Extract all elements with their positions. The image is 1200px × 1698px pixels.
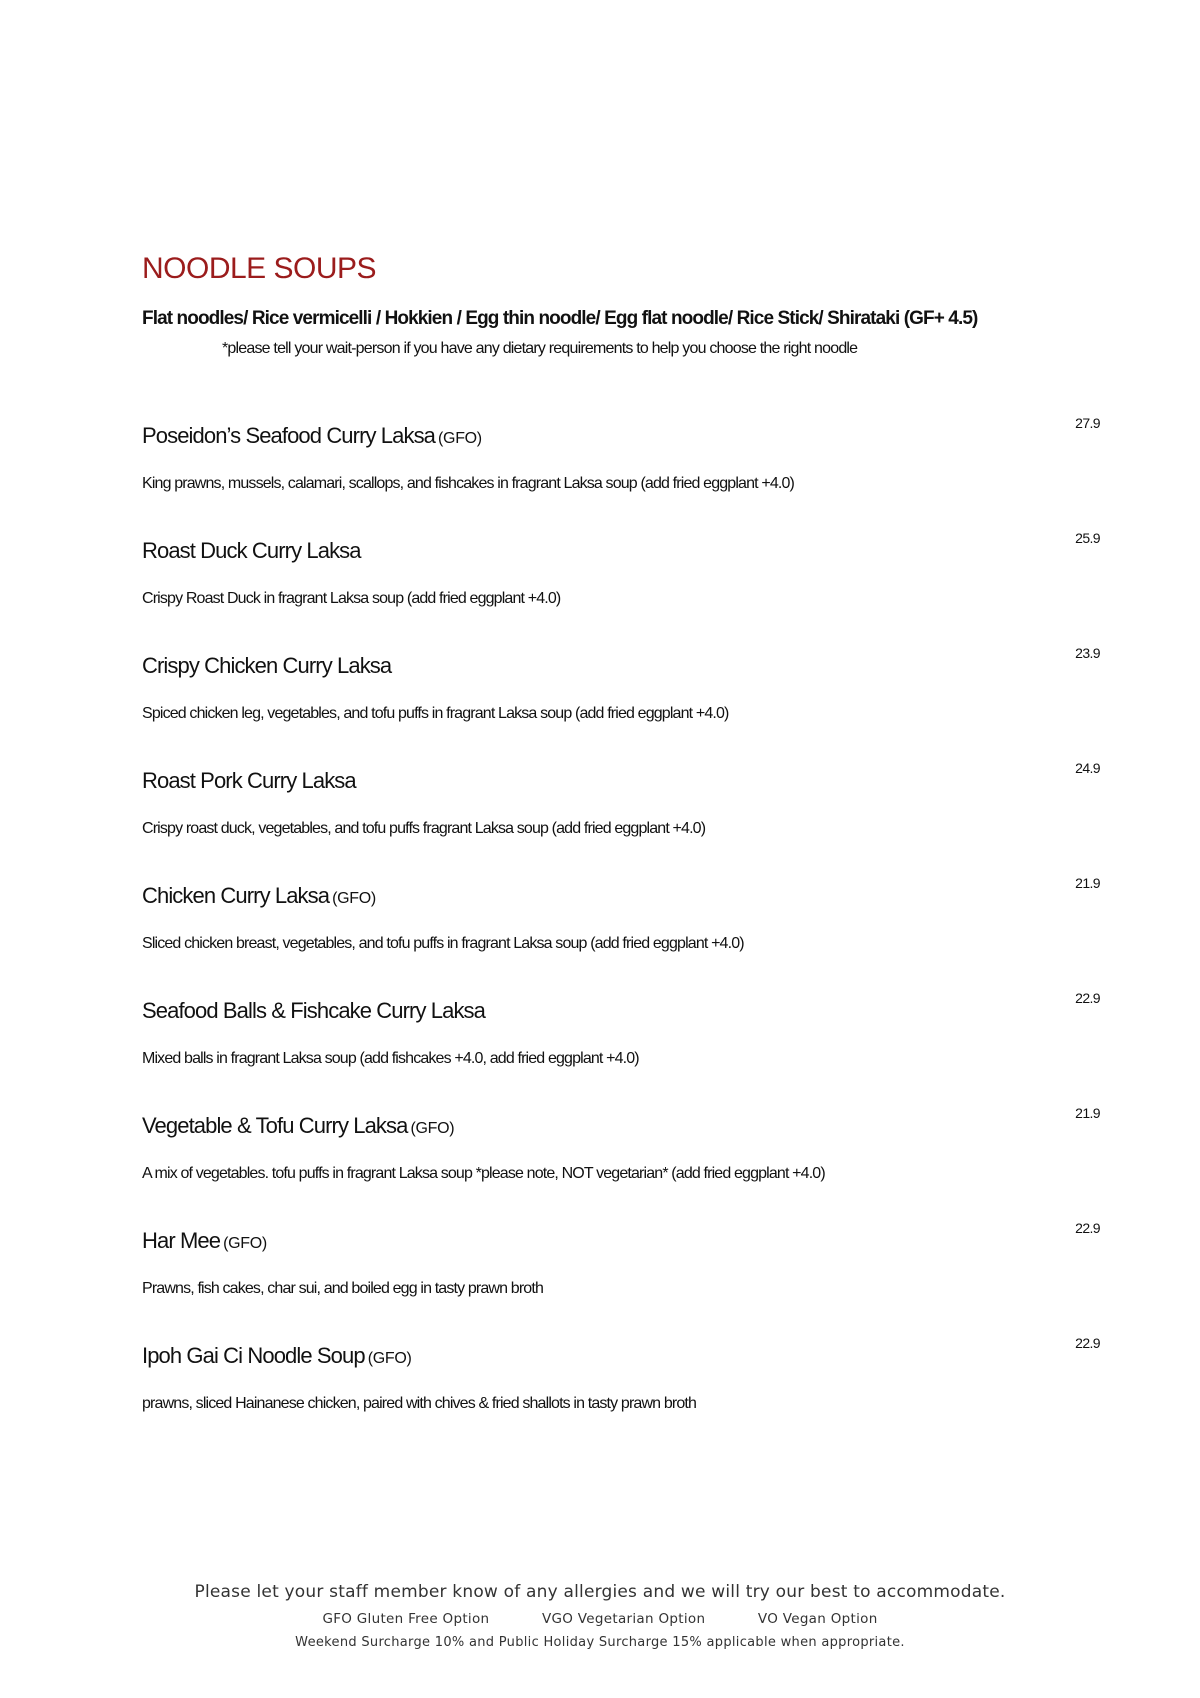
item-price: 22.9: [1075, 1335, 1100, 1351]
item-name: [142, 768, 359, 794]
item-name-text: Vegetable & Tofu Curry Laksa: [142, 1113, 408, 1138]
section-title: NOODLE SOUPS: [142, 252, 377, 285]
item-name: [142, 653, 394, 679]
item-name: [142, 538, 364, 564]
footer-legend: [0, 1611, 1200, 1627]
item-name-text: Ipoh Gai Ci Noodle Soup: [142, 1343, 365, 1368]
item-price: 25.9: [1075, 530, 1100, 546]
item-tag: (GFO): [223, 1235, 267, 1252]
legend-vo: VO Vegan Option: [757, 1611, 878, 1627]
item-description: Sliced chicken breast, vegetables, and tofu puffs in fragrant Laksa soup (add fried eggplant +4.0): [142, 935, 744, 952]
legend-vgo: VGO Vegetarian Option: [541, 1611, 706, 1627]
item-name-text: Chicken Curry Laksa: [142, 883, 330, 908]
item-price: 21.9: [1075, 875, 1100, 891]
menu-item: [142, 645, 1100, 753]
legend-gfo: GFO Gluten Free Option: [322, 1611, 490, 1627]
item-price: 27.9: [1075, 415, 1100, 431]
menu-item: [142, 990, 1100, 1098]
item-name-text: Seafood Balls & Fishcake Curry Laksa: [142, 998, 485, 1023]
item-name: [142, 1228, 267, 1254]
item-name-text: Roast Duck Curry Laksa: [142, 538, 361, 563]
menu-item: [142, 1105, 1100, 1213]
item-tag: (GFO): [410, 1120, 455, 1137]
menu-item: [142, 1220, 1100, 1328]
item-description: Mixed balls in fragrant Laksa soup (add fishcakes +4.0, add fried eggplant +4.0): [142, 1050, 639, 1067]
menu-item: [142, 415, 1100, 523]
item-description: A mix of vegetables. tofu puffs in fragrant Laksa soup *please note, NOT vegetarian* (add fried eggplant +4.0): [142, 1165, 825, 1182]
item-price: 23.9: [1075, 645, 1100, 661]
item-name: [142, 423, 482, 449]
footer-allergy-note: Please let your staff member know of any allergies and we will try our best to accommodate.: [194, 1582, 1006, 1602]
item-tag: (GFO): [438, 430, 482, 447]
item-description: Prawns, fish cakes, char sui, and boiled egg in tasty prawn broth: [142, 1280, 543, 1297]
item-description: Crispy Roast Duck in fragrant Laksa soup (add fried eggplant +4.0): [142, 590, 561, 607]
item-description: prawns, sliced Hainanese chicken, paired with chives & fried shallots in tasty prawn broth: [142, 1395, 697, 1412]
noodle-note: *please tell your wait-person if you have any dietary requirements to help you choose the right noodle: [222, 340, 858, 357]
item-description: King prawns, mussels, calamari, scallops, and fishcakes in fragrant Laksa soup (add fried eggplant +4.0): [142, 475, 794, 492]
item-price: 22.9: [1075, 990, 1100, 1006]
item-name: [142, 1343, 412, 1369]
menu-item: [142, 760, 1100, 868]
noodle-options: Flat noodles/ Rice vermicelli / Hokkien / Egg thin noodle/ Egg flat noodle/ Rice Stick/ Shirataki (GF+ 4.5): [142, 308, 978, 329]
item-tag: (GFO): [367, 1350, 412, 1367]
item-price: 21.9: [1075, 1105, 1100, 1121]
item-price: 22.9: [1075, 1220, 1100, 1236]
item-tag: (GFO): [332, 890, 376, 907]
item-name: [142, 1113, 454, 1139]
item-price: 24.9: [1075, 760, 1100, 776]
item-name: [142, 998, 488, 1024]
item-description: Crispy roast duck, vegetables, and tofu puffs fragrant Laksa soup (add fried eggplant +4.0): [142, 820, 706, 837]
item-name-text: Poseidon’s Seafood Curry Laksa: [142, 423, 436, 448]
menu-item: [142, 875, 1100, 983]
item-name-text: Crispy Chicken Curry Laksa: [142, 653, 392, 678]
footer-surcharge-note: Weekend Surcharge 10% and Public Holiday Surcharge 15% applicable when appropriate.: [295, 1635, 905, 1650]
item-name-text: Har Mee: [142, 1228, 221, 1253]
item-description: Spiced chicken leg, vegetables, and tofu puffs in fragrant Laksa soup (add fried eggplant +4.0): [142, 705, 729, 722]
item-name: [142, 883, 376, 909]
menu-item: [142, 530, 1100, 638]
item-name-text: Roast Pork Curry Laksa: [142, 768, 356, 793]
menu-item: [142, 1335, 1100, 1443]
